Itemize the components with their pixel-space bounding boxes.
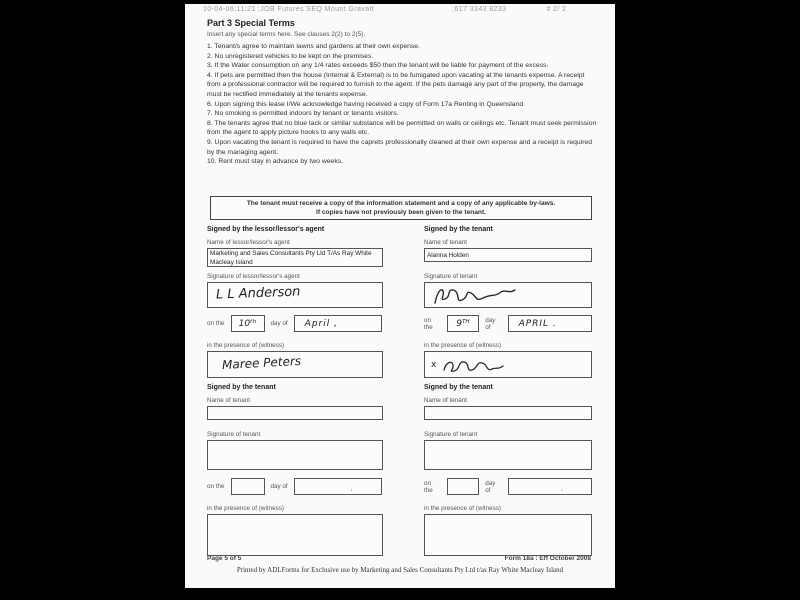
tenant2-witness-label: in the presence of (witness) <box>207 505 284 512</box>
agent-signature-field <box>207 282 383 308</box>
special-terms-list <box>207 42 599 167</box>
tenant2-block-heading: Signed by the tenant <box>207 384 276 391</box>
fax-number: ;617 3343 8233 <box>452 6 507 13</box>
special-term: 2. No unregistered vehicles to be kept on the premises. <box>207 52 374 60</box>
information-statement-notice <box>210 196 592 220</box>
tenant-name-field: Alanna Holden <box>424 248 592 262</box>
day-of-label: day of <box>485 479 496 494</box>
tenant2-signature-label: Signature of tenant <box>207 431 261 438</box>
agent-signature-block <box>207 226 383 378</box>
tenant2-name-field <box>207 406 383 420</box>
tenant-signature-field <box>424 282 592 308</box>
tenant3-block-heading: Signed by the tenant <box>424 384 493 391</box>
day-of-label: day of <box>270 483 288 490</box>
tenant2-signature-block <box>207 384 383 556</box>
special-term: 10. Rent must stay in advance by two weeks. <box>207 158 344 166</box>
agent-month-field <box>294 315 382 332</box>
tenant3-name-field <box>424 406 592 420</box>
tenant-witness-label: in the presence of (witness) <box>424 342 501 349</box>
day-of-label: day of <box>270 320 288 327</box>
tenant3-witness-label: in the presence of (witness) <box>424 505 501 512</box>
special-term: 4. If pets are permitted then the house (Internal & External) is to be fumigated upon vacating at the tenants expense. A receipt from a professional contractor will be required to furnish to the agent. If the pets damage any part of the property, the damage must be rectified immediately at the tenants expense. <box>207 71 585 98</box>
notice-line-2: If copies have not previously been given to the tenant. <box>315 209 486 216</box>
agent-witness-label: in the presence of (witness) <box>207 342 284 349</box>
tenant2-signature-field <box>207 440 383 470</box>
tenant2-witness-field <box>207 514 383 556</box>
tenant3-signature-field <box>424 440 592 470</box>
notice-line-1: The tenant must receive a copy of the information statement and a copy of any applicable by-laws. <box>246 200 556 207</box>
on-the-label: on the <box>207 483 225 490</box>
tenant-month-value: APRIL . <box>518 318 557 329</box>
tenant-day-value: 9ᵀᴴ <box>456 318 470 329</box>
agent-month-value: April , <box>304 318 338 329</box>
agent-day-field <box>231 315 265 332</box>
special-term: 7. No smoking is permitted indoors by tenant or tenants visitors. <box>207 110 399 118</box>
footer-form-version: Form 18a : Eff October 2008 <box>504 555 591 562</box>
special-term: 9. Upon vacating the tenant is required to have the caprets professionally cleaned at their own expense and a receipt is required by the managing agent. <box>207 138 593 156</box>
tenant-date-row <box>424 315 592 332</box>
tenant2-name-label: Name of tenant <box>207 397 251 404</box>
tenant3-date-row <box>424 478 592 495</box>
tenant-signature-block <box>424 226 592 378</box>
on-the-label: on the <box>424 479 433 494</box>
footer-printed-by: Printed by ADLForms for Exclusive use by Marketing and Sales Consultants Pty Ltd t/as Ray White Macleay Island <box>236 566 564 574</box>
tenant2-day-field <box>231 478 265 495</box>
tenant-month-field <box>508 315 592 332</box>
agent-signature-label: Signature of lessor/lessor's agent <box>207 273 300 280</box>
tenant2-month-field <box>294 478 382 495</box>
agent-witness-handwritten-signature: Maree Peters <box>221 353 302 373</box>
tenant-signature-label: Signature of tenant <box>424 273 478 280</box>
fax-page-count: # 2/ 2 <box>546 6 567 13</box>
special-term: 1. Tenant/s agree to maintain lawns and gardens at their own expense. <box>207 43 420 50</box>
footer-page-number: Page 5 of 5 <box>207 555 242 562</box>
part3-subheading: Insert any special terms here. See clauses 2(2) to 2(5). <box>207 31 366 38</box>
printed-comma: , <box>560 483 564 492</box>
tenant-witness-field <box>424 351 592 378</box>
tenant3-day-field <box>447 478 480 495</box>
tenant-name-label: Name of tenant <box>424 239 468 246</box>
day-of-label: day of <box>485 316 496 331</box>
tenant-witness-signature-scribble <box>441 356 511 376</box>
tenant-block-heading: Signed by the tenant <box>424 226 493 233</box>
agent-name-label: Name of lessor/lessor's agent <box>207 239 290 246</box>
agent-date-row <box>207 315 383 332</box>
tenant3-month-field <box>508 478 592 495</box>
on-the-label: on the <box>424 316 433 331</box>
printed-comma: , <box>350 483 353 492</box>
tenant2-date-row <box>207 478 383 495</box>
tenant-signature-scribble <box>431 285 521 307</box>
agent-block-heading: Signed by the lessor/lessor's agent <box>207 226 325 233</box>
tenant3-signature-label: Signature of tenant <box>424 431 478 438</box>
on-the-label: on the <box>207 320 225 327</box>
special-term: 6. Upon signing this lease I/We acknowledge having received a copy of Form 17a Renting in Queensland <box>207 100 524 108</box>
special-term: 3. If the Water consumption on any 1/4 rates exceeds $50 then the tenant will be liable for payment of the excess. <box>207 62 549 70</box>
tenant3-witness-field <box>424 514 592 556</box>
fax-datetime-sender: 10-04-06;11:21 ;JOB Futures SEQ Mount Gravatt <box>203 6 375 13</box>
tenant-day-field <box>447 315 480 332</box>
agent-day-value: 10ᵗʰ <box>238 318 257 329</box>
special-term: 8. The tenants agree that no blue tack or similar substance will be permitted on walls or ceilings etc. Tenant must seek permission from the agent to apply picture hooks to any walls etc. <box>207 119 597 137</box>
scanned-document-page <box>185 4 615 588</box>
tenant3-name-label: Name of tenant <box>424 397 468 404</box>
agent-witness-field <box>207 351 383 378</box>
part3-heading: Part 3 Special Terms <box>207 18 295 28</box>
tenant-witness-x-mark: x <box>431 360 437 370</box>
tenant3-signature-block <box>424 384 592 556</box>
agent-handwritten-signature: L L Anderson <box>215 284 301 303</box>
fax-transmission-header <box>203 6 607 13</box>
agent-name-field: Marketing and Sales Consultants Pty Ltd T/As Ray White Macleay Island <box>207 248 383 267</box>
